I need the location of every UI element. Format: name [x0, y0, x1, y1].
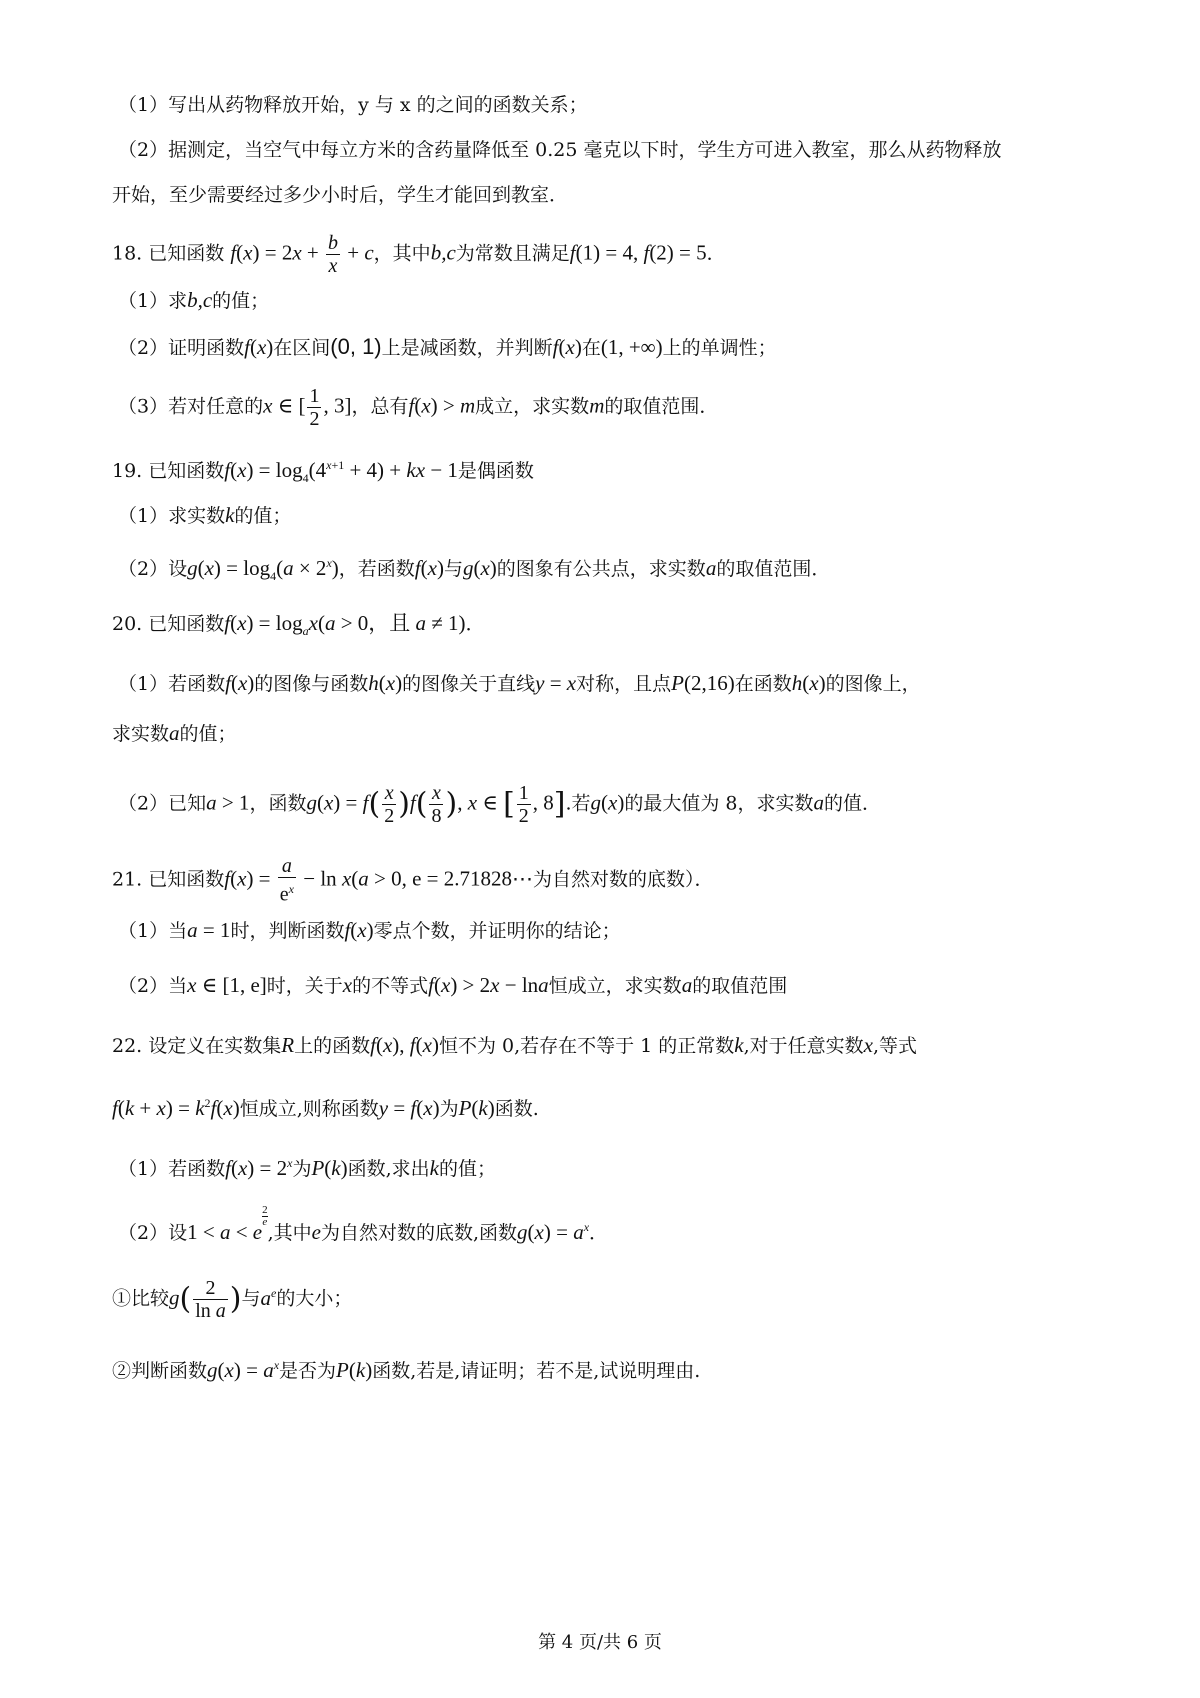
p21-q2: （2）当x ∈ [1, e]时，关于x的不等式f(x) > 2x − lna恒成立，求实数a的取值范围 — [118, 973, 788, 997]
p22-q1: （1）若函数$f(x) = 2^x$为P(k)函数,求出k的值； — [118, 1156, 496, 1180]
p19-q2: （2）设$g(x) = \log_4(a \times 2^x)$，若函数f(x)与g(x)的图象有公共点，求实数a的取值范围． — [118, 556, 831, 584]
p17-q2-line1: （2）据测定，当空气中每立方米的含药量降低至 0.25 毫克以下时，学生方可进入教室，那么从药物释放 — [118, 139, 1002, 161]
p22-q2: （2）设1 < a < e $^{\frac{2}{e}}$ ,其中e为自然对数的底数,函数$g(x) = a^x$． — [118, 1204, 609, 1244]
p20-q1-line1: （1）若函数f(x)的图像与函数h(x)的图像关于直线y = x对称，且点P(2,16)在函数h(x)的图像上， — [118, 671, 921, 695]
page-footer: 第 4 页/共 6 页 — [538, 1632, 662, 1653]
p22-sub2: ②判断函数$g(x) = a^x$是否为P(k)函数,若是,请证明；若不是,试说明理由. — [112, 1358, 701, 1382]
p21-stem: 21. 已知函数f(x) = $\frac{a}{e^x}$ − ln x(a > 0, e = 2.71828⋯为自然对数的底数）． — [112, 855, 714, 906]
p17-q2-line2: 开始，至少需要经过多少小时后，学生才能回到教室． — [112, 184, 569, 206]
p22-sub1: ①比较g( $\frac{2}{\text{ln a}}$ )与$a^e$的大小； — [112, 1277, 353, 1322]
p17-q1: （1）写出从药物释放开始，y 与 x 的之间的函数关系； — [118, 94, 588, 116]
p20-q2: （2）已知a > 1，函数g(x) = f( $\frac{x}{2}$ )f( $\frac{x}{8}$ ), x ∈ [ $\frac{1}{2}$ , 8].若g(x)的最大值为 8，求实数a的值． — [118, 782, 882, 827]
p19-q1: （1）求实数k的值； — [118, 503, 292, 527]
p19-stem: 19. 已知函数$f(x) = \log_4(4^{x+1} + 4)$ + kx − 1是偶函数 — [112, 458, 534, 486]
p20-q1-line2: 求实数a的值； — [112, 721, 237, 745]
p21-q1: （1）当a = 1时，判断函数f(x)零点个数，并证明你的结论； — [118, 918, 621, 942]
p18-q1: （1）求b,c的值； — [118, 288, 270, 312]
p18-stem: 18. 已知函数 f(x) = 2x + $\frac{b}{x}$ + c，其中b,c为常数且满足f(1) = 4, f(2) = 5． — [112, 232, 726, 277]
p22-stem-line2: $f(k + x) = k^2f(x)$恒成立,则称函数y = f(x)为P(k)函数. — [112, 1096, 539, 1120]
p20-stem: 20. 已知函数$f(x) = \log_ax(a > 0$，且 a ≠ 1)． — [112, 611, 485, 639]
p18-q3: （3）若对任意的x ∈ [ $\frac{1}{2}$ , 3]，总有f(x) > m成立，求实数m的取值范围． — [118, 385, 719, 430]
p22-stem-line1: 22. 设定义在实数集R上的函数f(x), f(x)恒不为 0,若存在不等于 1 的正常数k,对于任意实数x,等式 — [112, 1033, 918, 1057]
p18-q2: （2）证明函数f(x)在区间(0, 1)上是减函数，并判断f(x)在(1, +∞)上的单调性； — [118, 334, 777, 359]
